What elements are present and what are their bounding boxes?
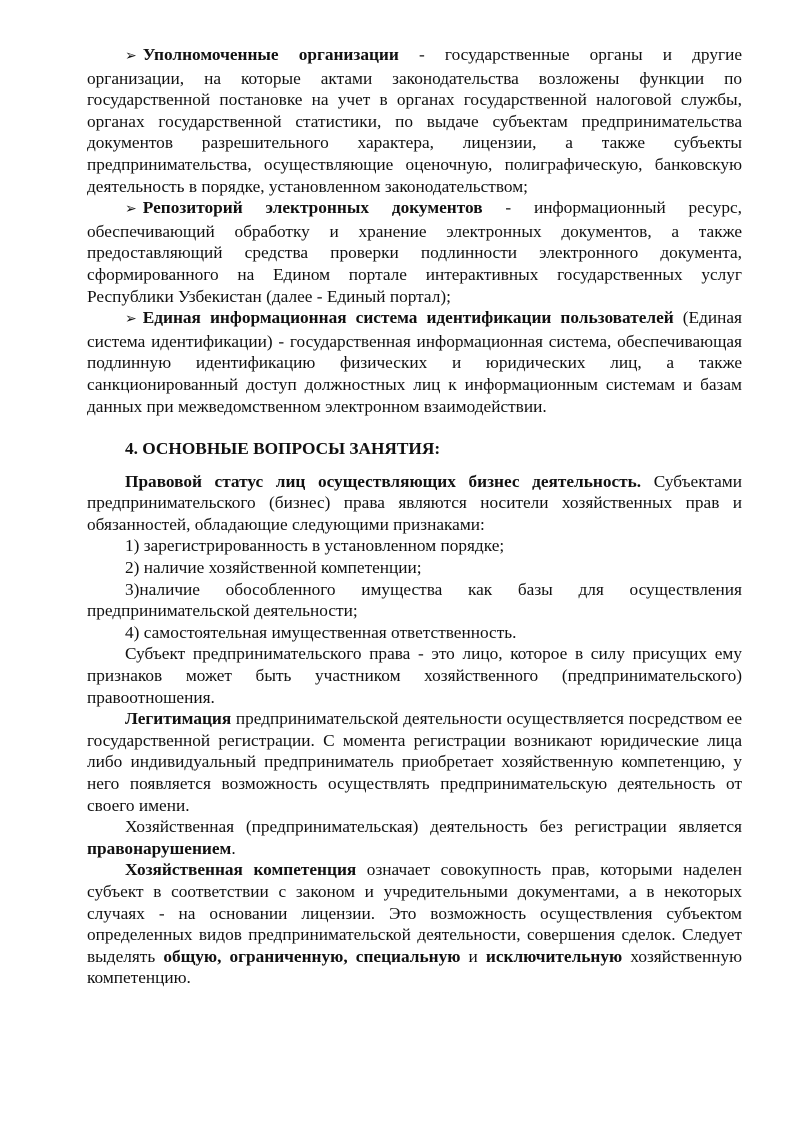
emphasis-term: общую, ограниченную, специальную [163,946,461,966]
paragraph-end: хозяйственную компетенцию. [87,946,742,988]
paragraph-competence [87,859,742,989]
term-label: Единая информационная система идентификации пользователей [142,308,674,328]
paragraph-text: Хозяйственная (предпринимательская) деятельность без регистрации является [125,817,742,837]
paragraph-text: Субъектами предпринимательского (бизнес) права являются носители хозяйственных прав и обязанностей, обладающие следующими признаками: [87,471,742,534]
conjunction: и [460,946,486,966]
paragraph-legitimation [87,708,742,816]
paragraph-end: . [231,838,236,858]
paragraph-subject-definition: Субъект предпринимательского права - это лицо, которое в силу присущих ему признаков может быть участником хозяйственного (предпринимательского) правоотношения. [87,644,742,707]
arrow-bullet-icon: ➢ [125,201,137,218]
list-item: 4) самостоятельная имущественная ответственность. [125,622,517,642]
term-label: Уполномоченные организации [142,45,399,64]
paragraph-text: означает совокупность прав, которыми наделен субъект в соответствии с законом и учредительными документами, а в некоторых случаях - на основании лицензии. Это возможность осуществления субъектом определенных видов предпринимательской деятельности, совершения сделок. Следует выделять [87,860,742,966]
list-item: 2) наличие хозяйственной компетенции; [125,558,422,578]
term-label: Репозиторий электронных документов [142,198,483,218]
list-item: 1) зарегистрированность в установленном порядке; [125,536,505,556]
document-page [87,44,742,989]
arrow-bullet-icon: ➢ [125,48,137,64]
definition-identification-system [87,307,742,417]
paragraph-lead: Легитимация [125,709,232,729]
definition-document-repository [87,197,742,307]
definition-text: - информационный ресурс, обеспечивающий обработку и хранение электронных документов, а также предоставляющий средства проверки подлинности электронного документа, сформированного на Едином портале интерактивных государственных услуг Республики Узбекистан (далее - Единый портал); [87,198,742,306]
emphasis-term: исключительную [485,946,623,966]
arrow-bullet-icon: ➢ [125,311,137,328]
definition-text: (Единая система идентификации) - государственная информационная система, обеспечивающая подлинную идентификацию физических и юридических лиц, а также санкционированный доступ должностных лиц к информационным системам и базам данных при межведомственном электронном взаимодействии. [87,308,742,416]
emphasis-term: правонарушением [87,838,232,858]
list-item: 3)наличие обособленного имущества как базы для осуществления предпринимательской деятельности; [87,579,742,621]
paragraph-text: предпринимательской деятельности осуществляется посредством ее государственной регистрации. С момента регистрации возникают юридические лица либо индивидуальный предприниматель приобретает хозяйственную компетенцию, у него появляется возможность осуществлять предпринимательскую деятельность от своего имени. [87,709,742,815]
definition-authorized-organizations [87,44,742,197]
paragraph-lead: Правовой статус лиц осуществляющих бизнес деятельность. [125,471,642,491]
definition-text: - государственные органы и другие организации, на которые актами законодательства возложены функции по государственной постановке на учет в органах государственной налоговой службы, органах государственной статистики, по выдаче субъектам предпринимательства документов разрешительного характера, лицензии, а также субъекты предпринимательства, осуществляющие оценочную, полиграфическую, банковскую деятельность в порядке, установленном законодательством; [87,45,742,196]
paragraph-lead: Хозяйственная компетенция [125,860,357,880]
paragraph-legal-status [87,471,742,536]
section-heading: 4. ОСНОВНЫЕ ВОПРОСЫ ЗАНЯТИЯ: [125,439,441,459]
paragraph-violation [87,816,742,859]
